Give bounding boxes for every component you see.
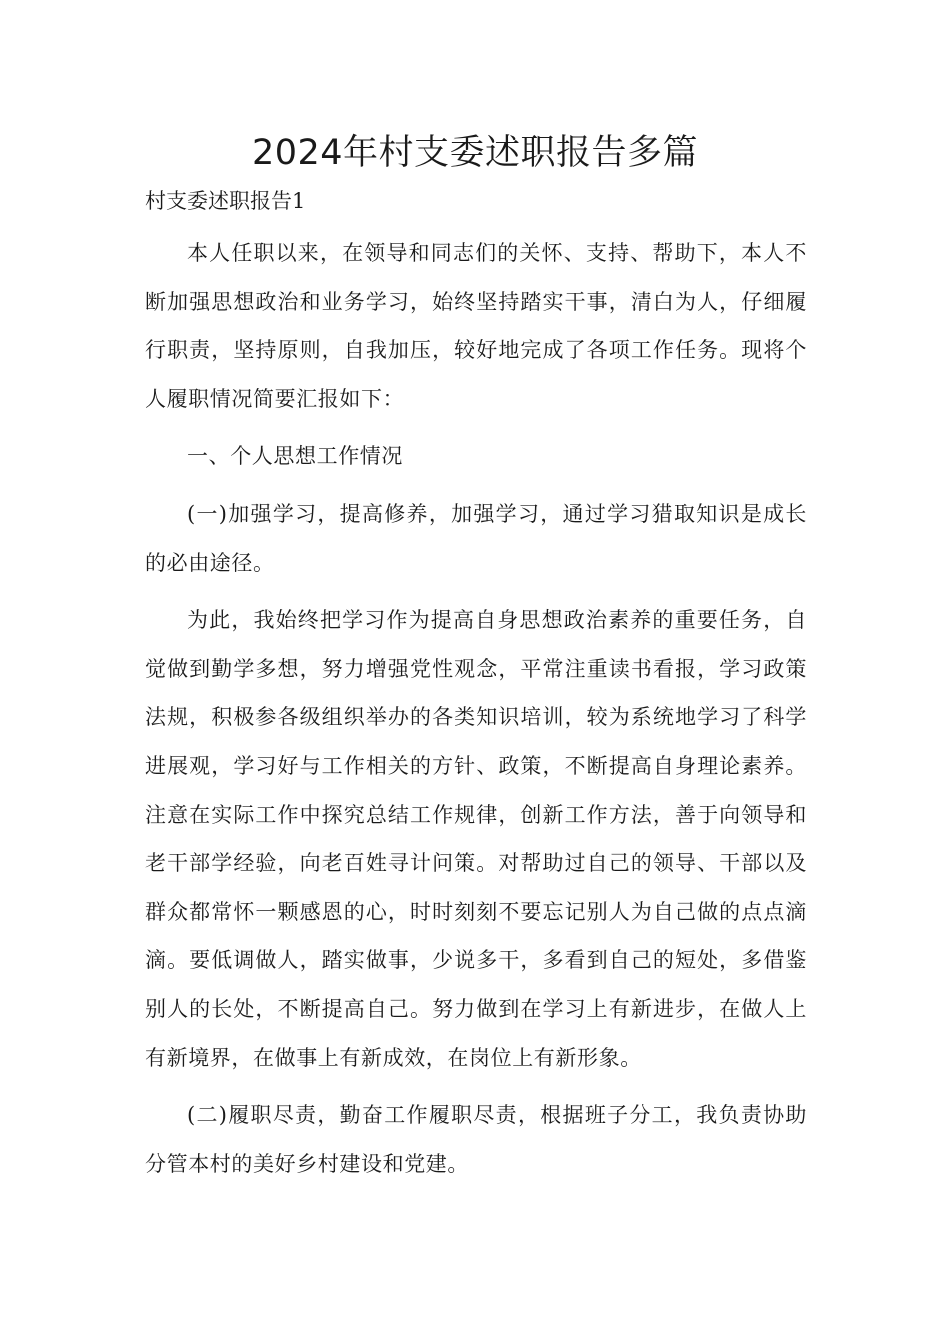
section-subtitle: 村支委述职报告1 <box>145 189 306 213</box>
paragraph-study: (一)加强学习，提高修养，加强学习，通过学习猎取知识是成长的必由途径。 <box>145 501 807 575</box>
paragraph-intro: 本人任职以来，在领导和同志们的关怀、支持、帮助下，本人不断加强思想政治和业务学习，始终坚持踏实干事，清白为人，仔细履行职责，坚持原则，自我加压，较好地完成了各项工作任务。现将个人履职情况简要汇报如下： <box>145 241 807 411</box>
document-title: 2024年村支委述职报告多篇 <box>251 133 699 173</box>
document-body <box>145 229 807 1197</box>
paragraph-study-detail: 为此，我始终把学习作为提高自身思想政治素养的重要任务，自觉做到勤学多想，努力增强党性观念，平常注重读书看报，学习政策法规，积极参各级组织举办的各类知识培训，较为系统地学习了科学进展观，学习好与工作相关的方针、政策，不断提高自身理论素养。注意在实际工作中探究总结工作规律，创新工作方法，善于向领导和老干部学经验，向老百姓寻计问策。对帮助过自己的领导、干部以及群众都常怀一颗感恩的心，时时刻刻不要忘记别人为自己做的点点滴滴。要低调做人，踏实做事，少说多干，多看到自己的短处，多借鉴别人的长处，不断提高自己。努力做到在学习上有新进步，在做人上有新境界，在做事上有新成效，在岗位上有新形象。 <box>145 608 807 1070</box>
paragraph-duty: (二)履职尽责，勤奋工作履职尽责，根据班子分工，我负责协助分管本村的美好乡村建设和党建。 <box>145 1103 807 1176</box>
paragraph-heading-1: 一、个人思想工作情况 <box>187 444 403 469</box>
